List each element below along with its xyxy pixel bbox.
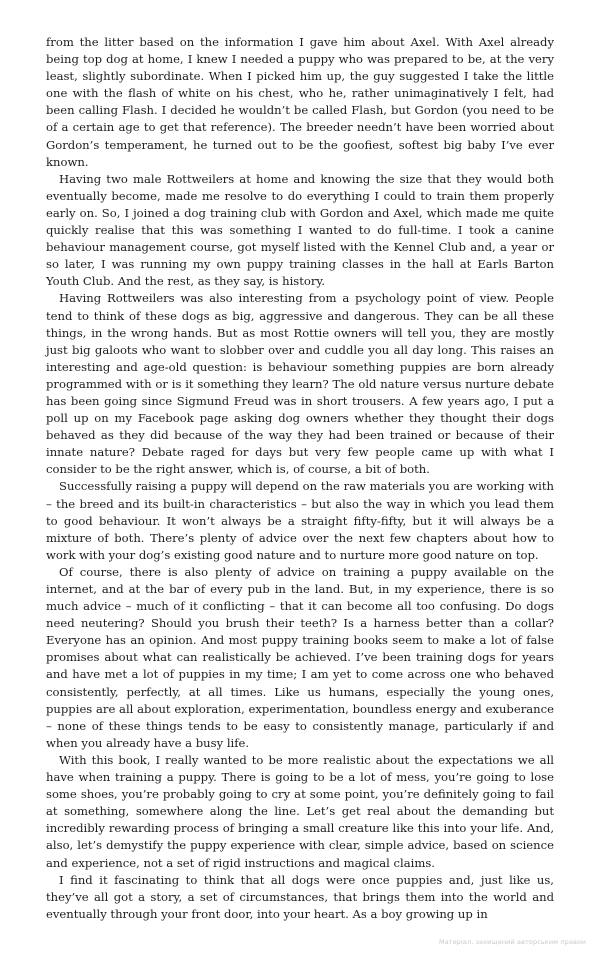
- copyright-watermark: Матеріал, захищений авторським правом: [439, 938, 586, 946]
- paragraph: Having Rottweilers was also interesting from a psychology point of view. People tend to think of these dogs as big, aggressive and dangerous. They can be all these things, in the wrong hands. But as most Rottie owners will tell you, they are mostly just big galoots who want to slobber over and cuddle you all day long. This raises an interesting and age-old question: is behaviour something puppies are born already programmed with or is it something they learn? The old nature versus nurture debate has been going since Sigmund Freud was in short trousers. A few years ago, I put a poll up on my Facebook page asking dog owners whether they thought their dogs behaved as they did because of the way they had been trained or because of their innate nature? Debate raged for days but very few people came up with what I consider to be the right answer, which is, of course, a bit of both.: [46, 291, 554, 477]
- paragraph: With this book, I really wanted to be more realistic about the expectations we all have when training a puppy. There is going to be a lot of mess, you’re going to lose some shoes, you’re probably going to cry at some point, you’re definitely going to fail at something, somewhere along the line. Let’s get real about the demanding but incredibly rewarding process of bringing a small creature like this into your life. And, also, let’s demystify the puppy experience with clear, simple advice, based on science and experience, not a set of rigid instructions and magical claims.: [46, 752, 554, 870]
- paragraph: Of course, there is also plenty of advice on training a puppy available on the internet, and at the bar of every pub in the land. But, in my experience, there is so much advice – much of it conflicting – that it can become all too confusing. Do dogs need neutering? Should you brush their teeth? Is a harness better than a collar? Everyone has an opinion. And most puppy training books seem to make a lot of false promises about what can realistically be achieved. I’ve been training dogs for years and have met a lot of puppies in my time; I am yet to come across one who behaved consistently, perfectly, at all times. Like us humans, especially the young ones, puppies are all about exploration, experimentation, boundless energy and exuberance – none of these things tends to be easy to consistently manage, particularly if and when you already have a busy life.: [46, 564, 554, 750]
- paragraph: Having two male Rottweilers at home and knowing the size that they would both eventually become, made me resolve to do everything I could to train them properly early on. So, I joined a dog training club with Gordon and Axel, which made me quite quickly realise that this was something I wanted to do full-time. I took a canine behaviour management course, got myself listed with the Kennel Club and, a year or so later, I was running my own puppy training classes in the hall at Earls Barton Youth Club. And the rest, as they say, is history.: [46, 171, 554, 289]
- paragraph: from the litter based on the information I gave him about Axel. With Axel already being top dog at home, I knew I needed a puppy who was prepared to be, at the very least, slightly subordinate. When I picked him up, the guy suggested I take the little one with the flash of white on his chest, who he, rather unimaginatively I felt, had been calling Flash. I decided he wouldn’t be called Flash, but Gordon (you need to be of a certain age to get that reference). The breeder needn’t have been worried about Gordon’s temperament, he turned out to be the goofiest, softest big baby I’ve ever known.: [46, 35, 554, 169]
- book-page-text: [46, 34, 554, 923]
- paragraph: I find it fascinating to think that all dogs were once puppies and, just like us, they’ve all got a story, a set of circumstances, that brings them into the world and eventually through your front door, into your heart. As a boy growing up in: [46, 872, 554, 921]
- paragraph: Successfully raising a puppy will depend on the raw materials you are working with – the breed and its built-in characteristics – but also the way in which you lead them to good behaviour. It won’t always be a straight fifty-fifty, but it will always be a mixture of both. There’s plenty of advice over the next few chapters about how to work with your dog’s existing good nature and to nurture more good nature on top.: [46, 479, 554, 562]
